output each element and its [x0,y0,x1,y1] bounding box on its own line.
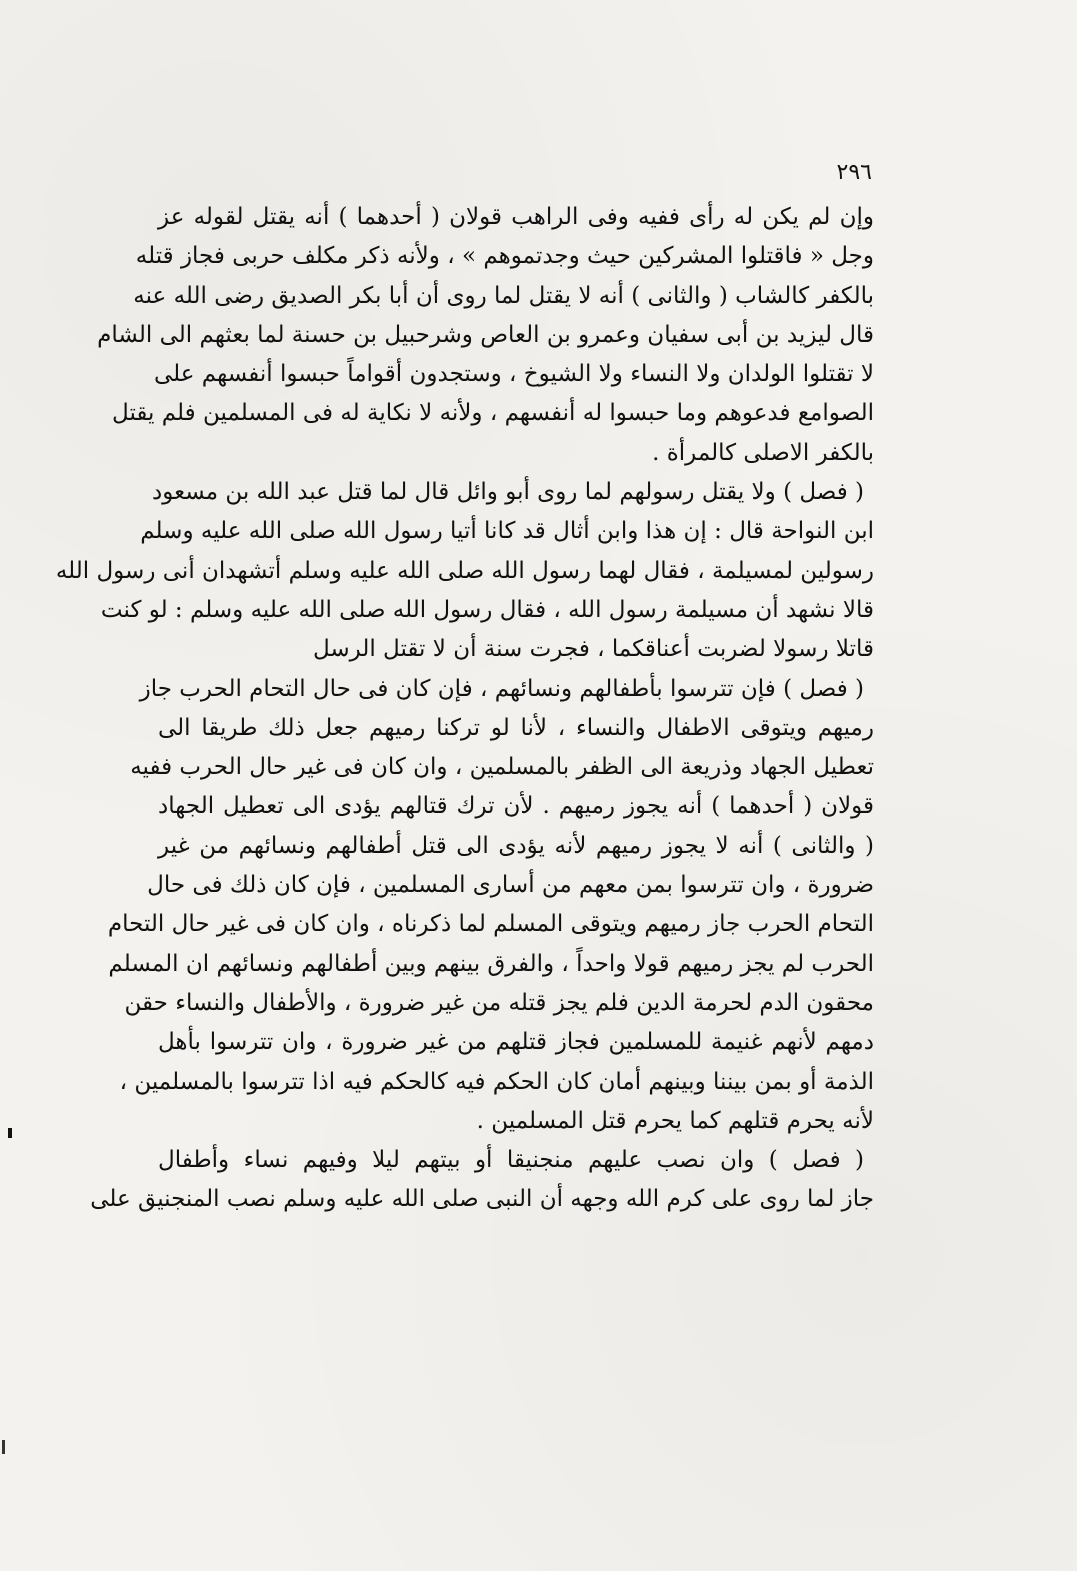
text-line: قالا نشهد أن مسيلمة رسول الله ، فقال رسول الله صلى الله عليه وسلم : لو كنت [100,596,874,623]
text-line: قال ليزيد بن أبى سفيان وعمرو بن العاص وشرحبيل بن حسنة لما بعثهم الى الشام [97,321,874,348]
text-line: رسولين لمسيلمة ، فقال لهما رسول الله صلى الله عليه وسلم أتشهدان أنى رسول الله [55,557,874,584]
text-line: لا تقتلوا الولدان ولا النساء ولا الشيوخ ، وستجدون أقواماً حبسوا أنفسهم على [153,361,874,388]
text-line: الذمة أو بمن بيننا وبينهم أمان كان الحكم فيه كالحكم فيه اذا تترسوا بالمسلمين ، [119,1068,874,1095]
text-line: رميهم ويتوقى الاطفال والنساء ، لأنا لو تركنا رميهم جعل ذلك طريقا الى [158,714,874,741]
page-number: ٢٩٦ [836,160,872,185]
text-line: ( فصل ) فإن تترسوا بأطفالهم ونسائهم ، فإن كان فى حال التحام الحرب جاز [139,675,864,702]
text-line: بالكفر الاصلى كالمرأة . [652,439,874,466]
text-line: ( فصل ) ولا يقتل رسولهم لما روى أبو وائل قال لما قتل عبد الله بن مسعود [151,479,864,506]
text-line: بالكفر كالشاب ( والثانى ) أنه لا يقتل لما روى أن أبا بكر الصديق رضى الله عنه [133,282,874,309]
margin-mark [2,1440,5,1454]
text-line: دمهم لأنهم غنيمة للمسلمين فجاز قتلهم من غير ضرورة ، وان تترسوا بأهل [158,1029,874,1056]
text-line: جاز لما روى على كرم الله وجهه أن النبى صلى الله عليه وسلم نصب المنجنيق على [90,1186,874,1213]
text-line: وجل « فاقتلوا المشركين حيث وجدتموهم » ، ولأنه ذكر مكلف حربى فجاز قتله [135,243,874,270]
text-line: الحرب لم يجز رميهم قولا واحداً ، والفرق بينهم وبين أطفالهم ونسائهم ان المسلم [108,950,874,977]
text-line: تعطيل الجهاد وذريعة الى الظفر بالمسلمين ، وان كان فى غير حال الحرب ففيه [130,754,874,781]
text-line: التحام الحرب جاز رميهم ويتوقى المسلم لما ذكرناه ، وان كان فى غير حال التحام [107,911,874,938]
text-line: محقون الدم لحرمة الدين فلم يجز قتله من غير ضرورة ، والأطفال والنساء حقن [124,989,874,1016]
text-line: قولان ( أحدهما ) أنه يجوز رميهم . لأن ترك قتالهم يؤدى الى تعطيل الجهاد [158,793,874,820]
text-line: ضرورة ، وان تترسوا بمن معهم من أسارى المسلمين ، فإن كان ذلك فى حال [147,872,874,899]
text-line: الصوامع فدعوهم وما حبسوا له أنفسهم ، ولأنه لا نكاية له فى المسلمين فلم يقتل [112,400,874,427]
text-line: ابن النواحة قال : إن هذا وابن أثال قد كانا أتيا رسول الله صلى الله عليه وسلم [140,518,874,545]
margin-mark [8,1128,12,1138]
text-line: وإن لم يكن له رأى ففيه وفى الراهب قولان ( أحدهما ) أنه يقتل لقوله عز [158,204,874,230]
text-line: ( فصل ) وان نصب عليهم منجنيقا أو بيتهم ليلا وفيهم نساء وأطفال [158,1147,864,1174]
text-line: ( والثانى ) أنه لا يجوز رميهم لأنه يؤدى الى قتل أطفالهم ونسائهم من غير [158,832,874,859]
text-line: لأنه يحرم قتلهم كما يحرم قتل المسلمين . [476,1107,874,1134]
body-text [55,198,874,1220]
text-line: قاتلا رسولا لضربت أعناقكما ، فجرت سنة أن لا تقتل الرسل [312,636,874,663]
